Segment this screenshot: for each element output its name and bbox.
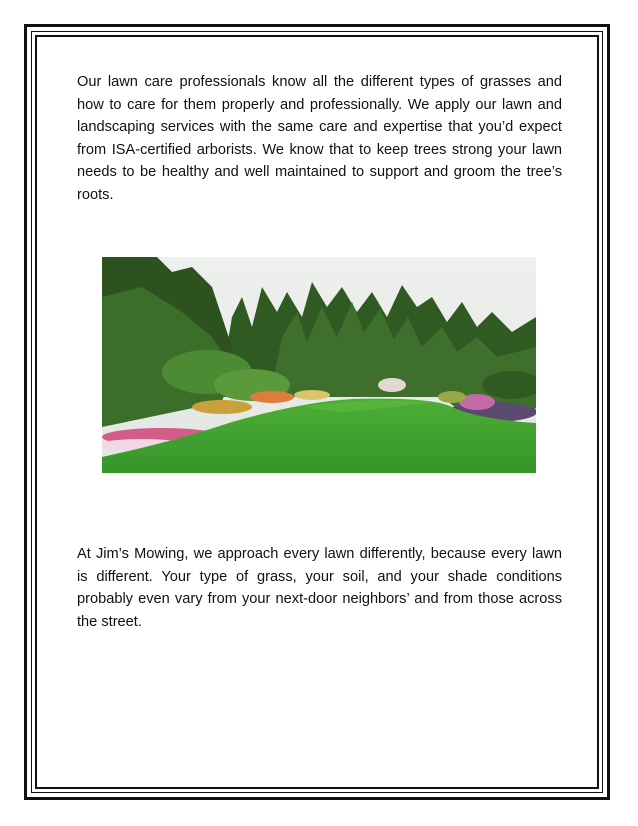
paragraph-lawn-care: Our lawn care professionals know all the different types of grasses and how to care for them properly and professionally. We apply our lawn and landscaping services with the same care and expertise that you’d expect from ISA-certified arborists. We know that to keep trees strong your lawn needs to be healthy and well maintained to support and groom the tree’s roots.: [77, 74, 562, 203]
paragraph-jims-mowing: At Jim’s Mowing, we approach every lawn differently, because every lawn is different. Your type of grass, your soil, and your shade conditions probably even vary from your next-door neighbors’ and from those across the street.: [77, 546, 562, 630]
garden-lawn-photo: [102, 257, 536, 473]
